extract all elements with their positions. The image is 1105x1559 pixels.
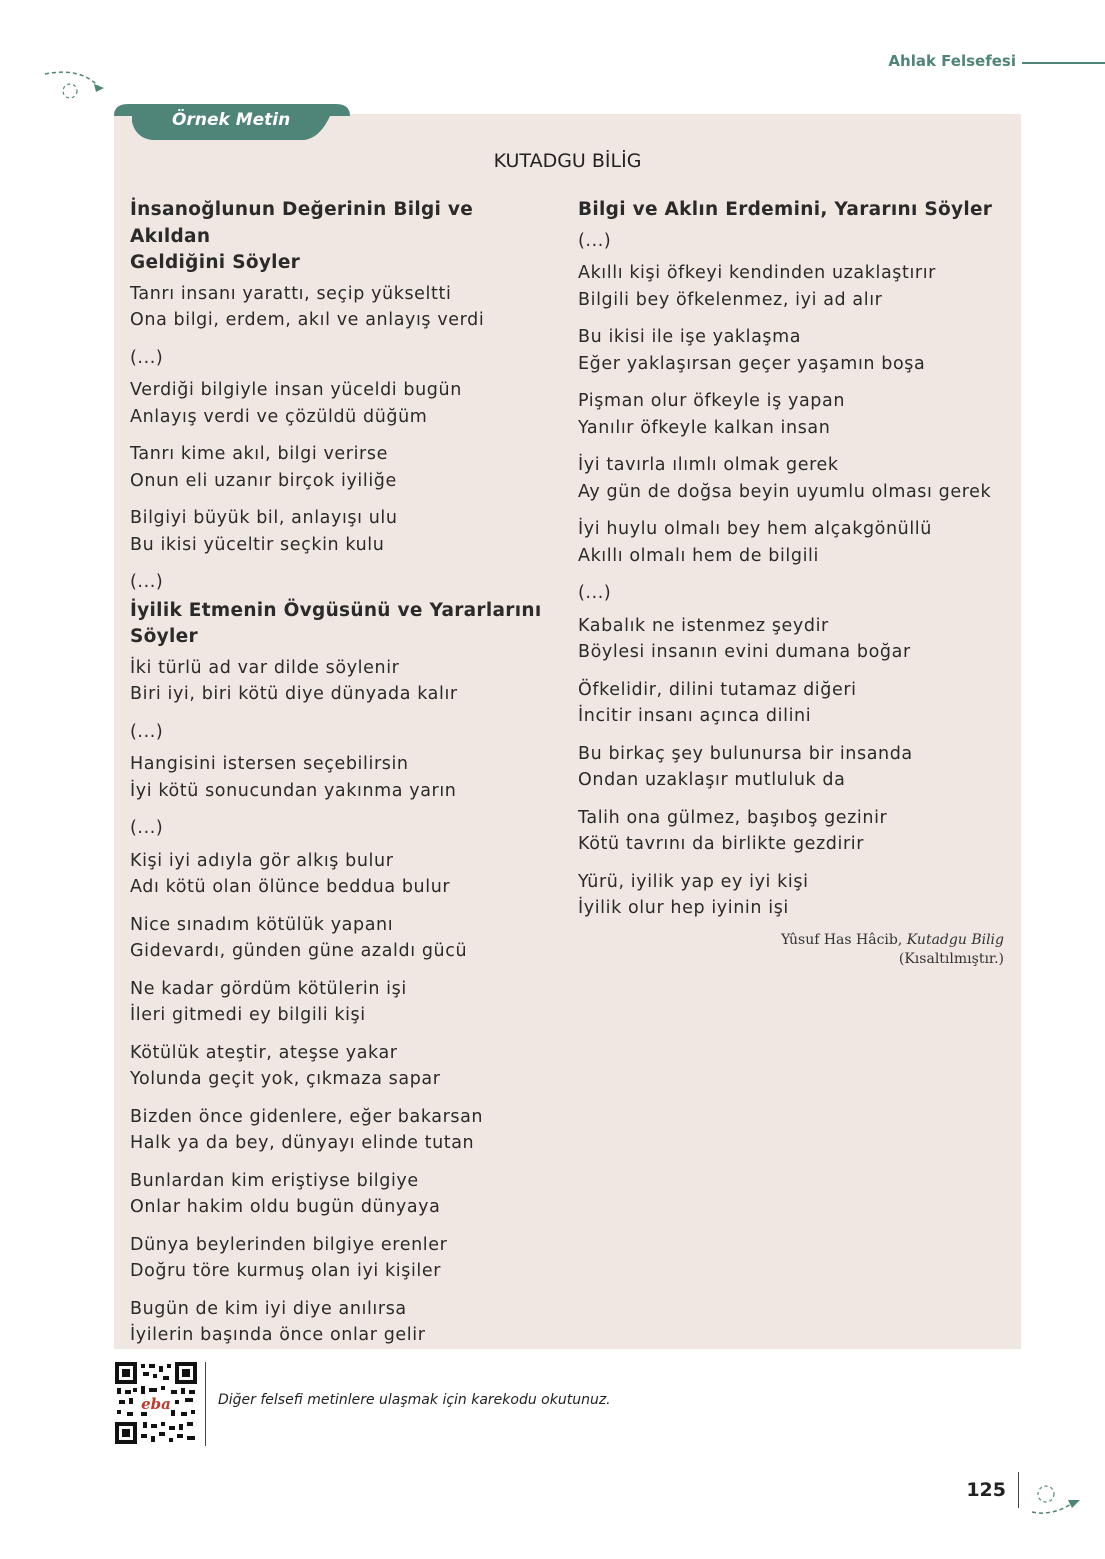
stanza xyxy=(578,613,1008,666)
verse-line: İyi huylu olmalı bey hem alçakgönüllü xyxy=(578,519,932,539)
verse-line: (...) xyxy=(130,347,164,368)
heading-line: Söyler xyxy=(130,626,198,647)
stanza xyxy=(130,976,560,1029)
verse-line: İyilik olur hep iyinin işi xyxy=(578,898,789,918)
verse-line: Doğru töre kurmuş olan iyi kişiler xyxy=(130,1261,442,1281)
stanza xyxy=(130,1104,560,1157)
verse-line: Kötülük ateştir, ateşse yakar xyxy=(130,1042,398,1063)
stanza xyxy=(578,741,1008,794)
verse-line: Eğer yaklaşırsan geçer yaşamın boşa xyxy=(578,353,926,374)
verse-line: İyilerin başında önce onlar gelir xyxy=(130,1325,426,1345)
verse-line: Anlayış verdi ve çözüldü düğüm xyxy=(130,406,428,427)
verse-line: Yolunda geçit yok, çıkmaza sapar xyxy=(130,1069,441,1089)
verse-line: (...) xyxy=(578,230,612,251)
verse-line: İleri gitmedi ey bilgili kişi xyxy=(130,1005,366,1025)
verse-line: Yanılır öfkeyle kalkan insan xyxy=(578,417,831,438)
left-column xyxy=(130,197,560,1392)
verse-line: Ona bilgi, erdem, akıl ve anlayış verdi xyxy=(130,310,485,330)
stanza xyxy=(130,505,560,558)
ellipsis-marker xyxy=(130,569,560,596)
verse-line: (...) xyxy=(130,572,164,592)
heading-line: İnsanoğlunun Değerinin Bilgi ve Akıldan xyxy=(130,199,474,247)
verse-line: Pişman olur öfkeyle iş yapan xyxy=(578,391,846,411)
page-title: KUTADGU BİLİG xyxy=(493,150,642,172)
verse-line: Öfkelidir, dilini tutamaz diğeri xyxy=(578,679,857,700)
verse-line: Akıllı kişi öfkeyi kendinden uzaklaştırır xyxy=(578,263,936,283)
verse-line: Böylesi insanın evini dumana boğar xyxy=(578,642,911,662)
header-rule xyxy=(1022,62,1105,64)
ellipsis-marker xyxy=(130,719,560,746)
stanza xyxy=(130,1040,560,1093)
section-heading xyxy=(130,197,560,277)
verse-block xyxy=(130,281,560,596)
verse-line: Onlar hakim oldu bugün dünyaya xyxy=(130,1197,441,1217)
verse-line: Akıllı olmalı hem de bilgili xyxy=(578,545,819,566)
ellipsis-marker xyxy=(130,345,560,372)
verse-line: İyi kötü sonucundan yakınma yarın xyxy=(130,780,457,801)
tab-label: Örnek Metin xyxy=(172,110,291,130)
stanza xyxy=(578,869,1008,922)
stanza xyxy=(130,912,560,965)
source-credit xyxy=(720,931,1004,969)
verse-line: (...) xyxy=(130,818,164,838)
verse-line: Ay gün de doğsa beyin uyumlu olması gerek xyxy=(578,481,992,502)
verse-line: Tanrı insanı yarattı, seçip yükseltti xyxy=(130,283,452,304)
ellipsis-marker xyxy=(578,580,1008,607)
verse-line: Gidevardı, günden güne azaldı gücü xyxy=(130,941,468,961)
stanza xyxy=(578,805,1008,858)
stanza xyxy=(578,324,1008,377)
verse-line: Bu ikisi ile işe yaklaşma xyxy=(578,327,802,347)
verse-line: Kabalık ne istenmez şeydir xyxy=(578,615,829,636)
page-number: 125 xyxy=(966,1479,1006,1501)
credit-work: Kutadgu Bilig xyxy=(906,932,1004,948)
verse-line: Ne kadar gördüm kötülerin işi xyxy=(130,978,407,999)
stanza xyxy=(578,452,1008,505)
stanza xyxy=(130,655,560,708)
verse-line: (...) xyxy=(578,583,612,603)
verse-line: Bugün de kim iyi diye anılırsa xyxy=(130,1298,407,1319)
stanza xyxy=(130,281,560,334)
verse-line: Bunlardan kim eriştiyse bilgiye xyxy=(130,1170,419,1191)
qr-code[interactable] xyxy=(115,1362,197,1444)
right-column xyxy=(578,197,1008,933)
stanza xyxy=(130,441,560,494)
dashed-arrow-icon xyxy=(40,66,110,106)
stanza xyxy=(130,1296,560,1349)
verse-line: Nice sınadım kötülük yapanı xyxy=(130,914,394,935)
verse-line: (...) xyxy=(130,721,164,742)
credit-author: Yûsuf Has Hâcib, xyxy=(780,932,907,948)
qr-divider xyxy=(205,1362,206,1446)
dashed-arrow-icon xyxy=(1030,1478,1090,1518)
verse-line: İki türlü ad var dilde söylenir xyxy=(130,657,400,678)
verse-line: Verdiği bilgiyle insan yüceldi bugün xyxy=(130,380,462,400)
stanza xyxy=(578,677,1008,730)
stanza xyxy=(578,260,1008,313)
verse-line: Kişi iyi adıyla gör alkış bulur xyxy=(130,850,394,871)
heading-line: Geldiğini Söyler xyxy=(130,252,301,273)
verse-line: Ondan uzaklaşır mutluluk da xyxy=(578,770,846,790)
verse-line: Talih ona gülmez, başıboş gezinir xyxy=(578,807,888,828)
ellipsis-marker xyxy=(130,815,560,842)
verse-line: Tanrı kime akıl, bilgi verirse xyxy=(130,444,388,464)
verse-line: Halk ya da bey, dünyayı elinde tutan xyxy=(130,1133,475,1153)
verse-line: İncitir insanı açınca dilini xyxy=(578,706,812,726)
stanza xyxy=(578,388,1008,441)
section-heading xyxy=(130,598,560,651)
verse-line: Adı kötü olan ölünce beddua bulur xyxy=(130,877,451,897)
stanza xyxy=(130,1232,560,1285)
verse-line: Biri iyi, biri kötü diye dünyada kalır xyxy=(130,684,458,704)
verse-line: Yürü, iyilik yap ey iyi kişi xyxy=(578,871,809,892)
stanza xyxy=(130,1168,560,1221)
verse-line: İyi tavırla ılımlı olmak gerek xyxy=(578,455,839,475)
stanza xyxy=(130,377,560,430)
svg-text:eba: eba xyxy=(141,1395,171,1413)
verse-line: Bu ikisi yüceltir seçkin kulu xyxy=(130,534,385,555)
qr-caption: Diğer felsefi metinlere ulaşmak için karekodu okutunuz. xyxy=(218,1392,611,1408)
verse-line: Bilgili bey öfkelenmez, iyi ad alır xyxy=(578,289,883,310)
stanza xyxy=(130,751,560,804)
section-title: Ahlak Felsefesi xyxy=(888,52,1016,70)
verse-line: Bizden önce gidenlere, eğer bakarsan xyxy=(130,1106,484,1127)
verse-block xyxy=(130,655,560,1387)
verse-line: Bu birkaç şey bulunursa bir insanda xyxy=(578,743,913,764)
heading-line: İyilik Etmenin Övgüsünü ve Yararlarını xyxy=(130,599,542,621)
verse-line: Onun eli uzanır birçok iyiliğe xyxy=(130,470,397,491)
stanza xyxy=(578,516,1008,569)
ellipsis-marker xyxy=(578,228,1008,255)
verse-block xyxy=(578,228,1008,922)
verse-line: Hangisini istersen seçebilirsin xyxy=(130,754,409,774)
verse-line: Dünya beylerinden bilgiye erenler xyxy=(130,1234,448,1255)
page-number-divider xyxy=(1018,1472,1019,1508)
section-heading: Bilgi ve Aklın Erdemini, Yararını Söyler xyxy=(578,199,993,220)
credit-note: (Kısaltılmıştır.) xyxy=(898,951,1004,967)
stanza xyxy=(130,848,560,901)
verse-line: Kötü tavrını da birlikte gezdirir xyxy=(578,834,865,854)
verse-line: Bilgiyi büyük bil, anlayışı ulu xyxy=(130,508,398,528)
